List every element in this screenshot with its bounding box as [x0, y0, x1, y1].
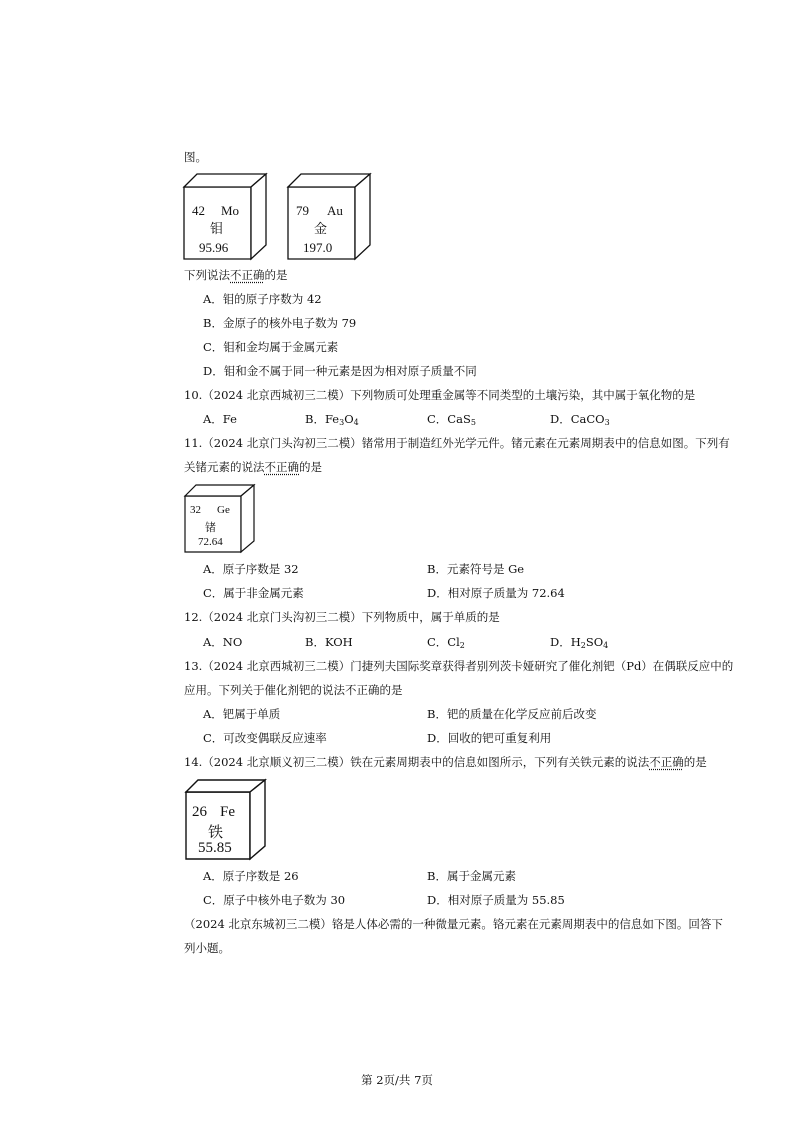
element-card-au — [287, 173, 377, 261]
q14-option-b: B．属于金属元素 — [427, 869, 516, 883]
element-card-ge — [184, 484, 259, 554]
atomic-number: 26 — [192, 804, 207, 820]
element-symbol: Mo — [221, 203, 240, 218]
q12-option-d: D．$H_2SO_4$ — [550, 635, 609, 650]
q13-option-d: D．回收的钯可重复利用 — [427, 731, 552, 745]
q10-option-b: B．$Fe_3O_4$ — [305, 412, 359, 427]
atomic-number: 79 — [296, 203, 309, 218]
q13-option-a: A．钯属于单质 — [203, 707, 281, 721]
q12-option-c: C．$Cl_2$ — [427, 635, 465, 650]
q10-stem: 10.（2024 北京西城初三二模）下列物质可处理重金属等不同类型的土壤污染，其中属于氧化物的是 — [184, 388, 696, 402]
element-card-fe — [185, 779, 269, 861]
element-name: 锗 — [205, 522, 216, 534]
atomic-number: 42 — [192, 203, 205, 218]
q11-option-b: B．元素符号是 Ge — [427, 562, 525, 576]
q12-option-a: A．NO — [203, 635, 243, 649]
atomic-mass: 197.0 — [303, 240, 333, 255]
atomic-mass: 72.64 — [198, 536, 223, 548]
atomic-number: 32 — [190, 504, 201, 516]
q11-option-c: C．属于非金属元素 — [203, 586, 304, 600]
element-name: 钼 — [210, 221, 224, 236]
q14-option-c: C．原子中核外电子数为 30 — [203, 893, 346, 907]
element-name: 铁 — [208, 825, 224, 841]
q10-option-d: D．CaCO$_3$ — [550, 412, 610, 427]
q9-stem: 下列说法不正确的是 — [184, 268, 288, 282]
q13-option-c: C．可改变偶联反应速率 — [203, 731, 327, 745]
q14-option-a: A．原子序数是 26 — [203, 869, 299, 883]
q11-stem-line2: 关锗元素的说法不正确的是 — [184, 460, 322, 474]
q14-stem: 14.（2024 北京顺义初三二模）铁在元素周期表中的信息如图所示，下列有关铁元素的说法不正确的是 — [184, 755, 707, 769]
q13-option-b: B．钯的质量在化学反应前后改变 — [427, 707, 597, 721]
q11-option-d: D．相对原子质量为 72.64 — [427, 586, 565, 600]
q12-stem: 12.（2024 北京门头沟初三二模）下列物质中，属于单质的是 — [184, 610, 500, 624]
q10-option-c: C．CaS$_5$ — [427, 412, 476, 427]
element-symbol: Fe — [220, 804, 235, 820]
q9-option-a: A．钼的原子序数为 42 — [203, 292, 322, 306]
element-name: 金 — [314, 221, 328, 236]
q15-stem-line1: （2024 北京东城初三二模）铬是人体必需的一种微量元素。铬元素在元素周期表中的信息如下图。回答下 — [184, 917, 723, 931]
element-symbol: Au — [327, 203, 343, 218]
atomic-mass: 95.96 — [199, 240, 229, 255]
q13-stem-line1: 13.（2024 北京西城初三二模）门捷列夫国际奖章获得者别列茨卡娅研究了催化剂钯（Pd）在偶联反应中的 — [184, 659, 734, 673]
element-symbol: Ge — [217, 504, 230, 516]
q9-option-d: D．钼和金不属于同一种元素是因为相对原子质量不同 — [203, 364, 477, 378]
atomic-mass: 55.85 — [198, 840, 232, 856]
q10-option-a: A．Fe — [203, 412, 237, 426]
q14-option-d: D．相对原子质量为 55.85 — [427, 893, 565, 907]
intro-text: 图。 — [184, 150, 207, 164]
q9-option-c: C．钼和金均属于金属元素 — [203, 340, 339, 354]
element-card-mo — [183, 173, 273, 261]
q13-stem-line2: 应用。下列关于催化剂钯的说法不正确的是 — [184, 683, 403, 697]
q11-stem-line1: 11.（2024 北京门头沟初三二模）锗常用于制造红外光学元件。锗元素在元素周期表中的信息如图。下列有 — [184, 436, 730, 450]
q15-stem-line2: 列小题。 — [184, 941, 230, 955]
q9-option-b: B．金原子的核外电子数为 79 — [203, 316, 357, 330]
q12-option-b: B．KOH — [305, 635, 353, 649]
page-number: 第 2页/共 7页 — [361, 1073, 433, 1087]
q11-option-a: A．原子序数是 32 — [203, 562, 299, 576]
